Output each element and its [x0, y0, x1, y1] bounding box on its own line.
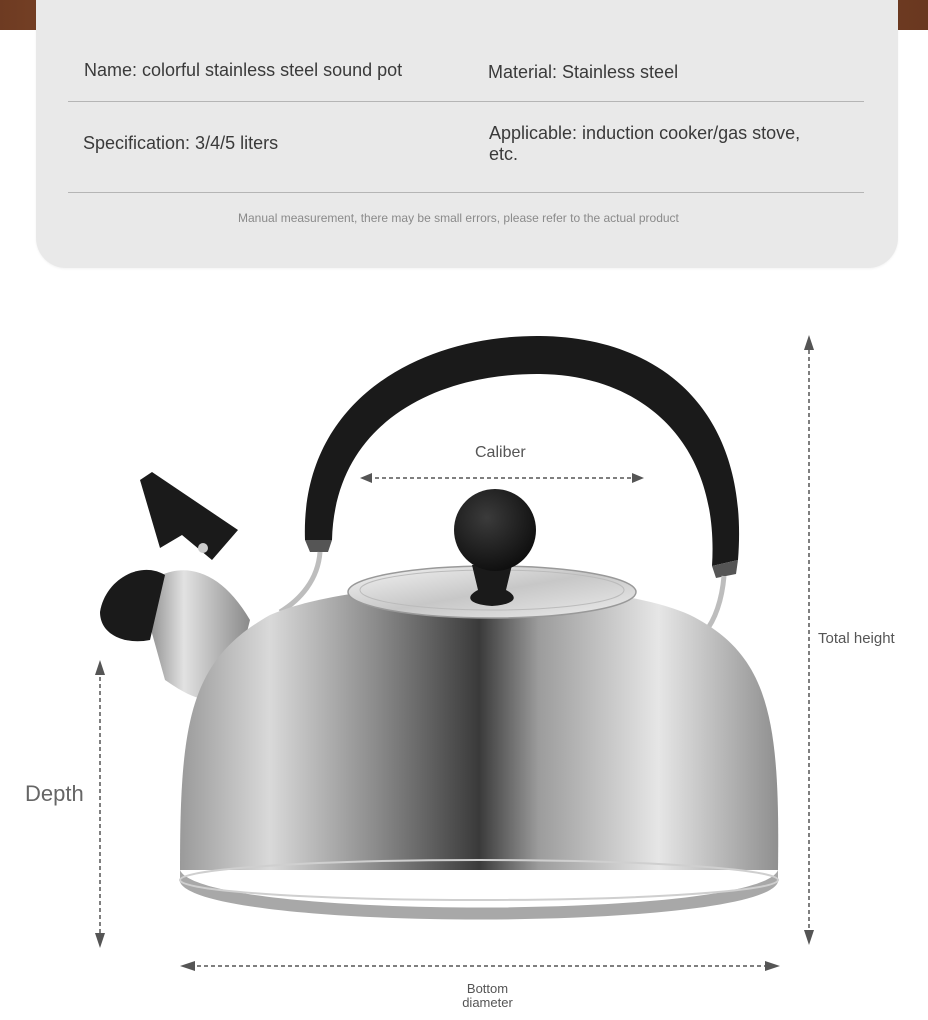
spec-card [36, 0, 898, 268]
measurement-note: Manual measurement, there may be small errors, please refer to the actual product [238, 211, 679, 225]
total-height-label: Total height [818, 630, 895, 647]
depth-label: Depth [25, 781, 84, 806]
spec-name: Name: colorful stainless steel sound pot [84, 60, 403, 80]
spec-applicable: Applicable: induction cooker/gas stove, etc. [489, 123, 801, 164]
lid-knob [454, 489, 536, 571]
bottom-diameter-label: Bottom diameter [462, 981, 513, 1010]
kettle-illustration [0, 280, 928, 1020]
spec-divider-1 [68, 101, 864, 102]
caliber-label: Caliber [475, 444, 526, 461]
spec-material: Material: Stainless steel [488, 62, 679, 82]
spec-divider-2 [68, 192, 864, 193]
kettle-body [180, 585, 778, 870]
spec-specification: Specification: 3/4/5 liters [83, 133, 279, 153]
